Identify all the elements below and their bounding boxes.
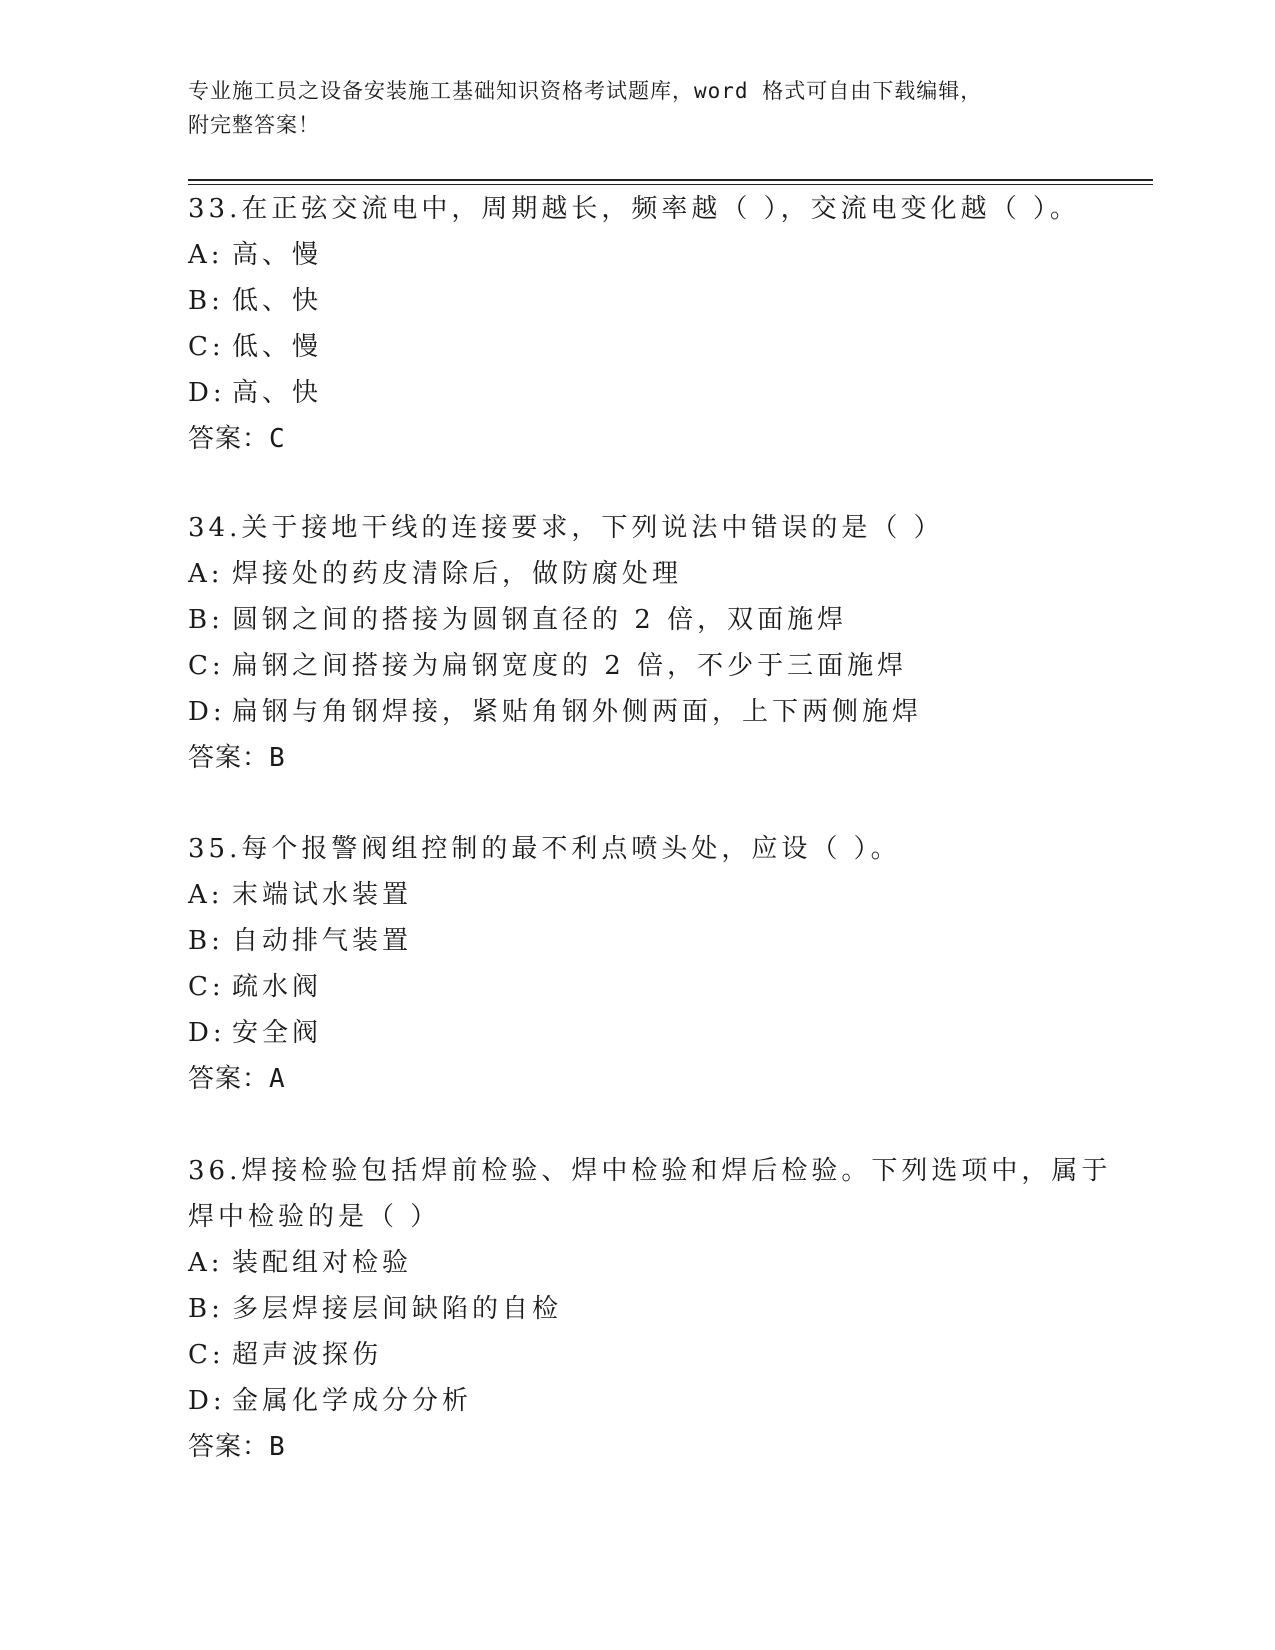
option-key: D: [188,1386,226,1416]
option-key: D: [188,1018,226,1048]
option-text: 多层焊接层间缺陷的自检 [232,1294,563,1324]
option-text: 末端试水装置 [232,880,413,910]
option-key: B: [188,1294,224,1324]
header-line-2: 附完整答案！ [188,113,320,137]
option-b [188,918,1088,964]
question-block-35 [188,826,1088,1102]
option-key: C: [188,1340,225,1370]
option-key: D: [188,697,226,727]
document-header [188,74,1068,142]
question-stem-continued: 焊中检验的是（ ） [188,1202,441,1232]
option-text: 圆钢之间的搭接为圆钢直径的 2 倍，双面施焊 [232,605,848,635]
option-text: 高、快 [232,378,323,408]
option-text: 金属化学成分分析 [232,1386,473,1416]
option-key: B: [188,286,224,316]
answer-line: 答案：A [188,1064,286,1094]
option-a [188,1240,1088,1286]
option-c [188,964,1088,1010]
option-text: 疏水阀 [232,972,323,1002]
answer-line: 答案：B [188,743,286,773]
option-b [188,278,1088,324]
option-key: B: [188,605,224,635]
option-key: A: [188,559,224,589]
option-text: 安全阀 [232,1018,323,1048]
option-key: A: [188,880,224,910]
question-stem: 34.关于接地干线的连接要求，下列说法中错误的是（ ） [188,513,944,543]
option-text: 自动排气装置 [232,926,413,956]
question-stem: 35.每个报警阀组控制的最不利点喷头处，应设（ ）。 [188,834,901,864]
option-b [188,1286,1088,1332]
answer-line: 答案：B [188,1432,286,1462]
answer-line: 答案：C [188,424,286,454]
option-key: A: [188,240,224,270]
question-block-34 [188,505,1088,781]
question-block-36 [188,1148,1112,1470]
option-text: 高、慢 [232,240,323,270]
header-divider-thick [188,179,1153,181]
header-divider-thin [188,184,1153,185]
question-stem: 36.焊接检验包括焊前检验、焊中检验和焊后检验。下列选项中，属于 [188,1156,1112,1186]
option-text: 低、快 [232,286,323,316]
option-d [188,689,1088,735]
question-block-33 [188,186,1088,462]
option-c [188,643,1088,689]
option-text: 扁钢与角钢焊接，紧贴角钢外侧两面，上下两侧施焊 [232,697,923,727]
option-d [188,370,1088,416]
option-c [188,324,1088,370]
option-text: 低、慢 [232,332,323,362]
header-line-1: 专业施工员之设备安装施工基础知识资格考试题库，word 格式可自由下载编辑， [188,79,983,103]
option-key: C: [188,651,225,681]
option-text: 扁钢之间搭接为扁钢宽度的 2 倍，不少于三面施焊 [232,651,908,681]
option-d [188,1010,1088,1056]
option-b [188,597,1088,643]
option-a [188,872,1088,918]
option-key: C: [188,332,225,362]
option-text: 焊接处的药皮清除后，做防腐处理 [232,559,683,589]
option-key: D: [188,378,226,408]
option-key: C: [188,972,225,1002]
option-text: 超声波探伤 [232,1340,383,1370]
option-d [188,1378,1088,1424]
question-stem: 33.在正弦交流电中，周期越长，频率越（ ），交流电变化越（ ）。 [188,194,1080,224]
option-key: B: [188,926,224,956]
option-a [188,551,1088,597]
option-a [188,232,1088,278]
option-key: A: [188,1248,224,1278]
option-text: 装配组对检验 [232,1248,413,1278]
option-c [188,1332,1088,1378]
